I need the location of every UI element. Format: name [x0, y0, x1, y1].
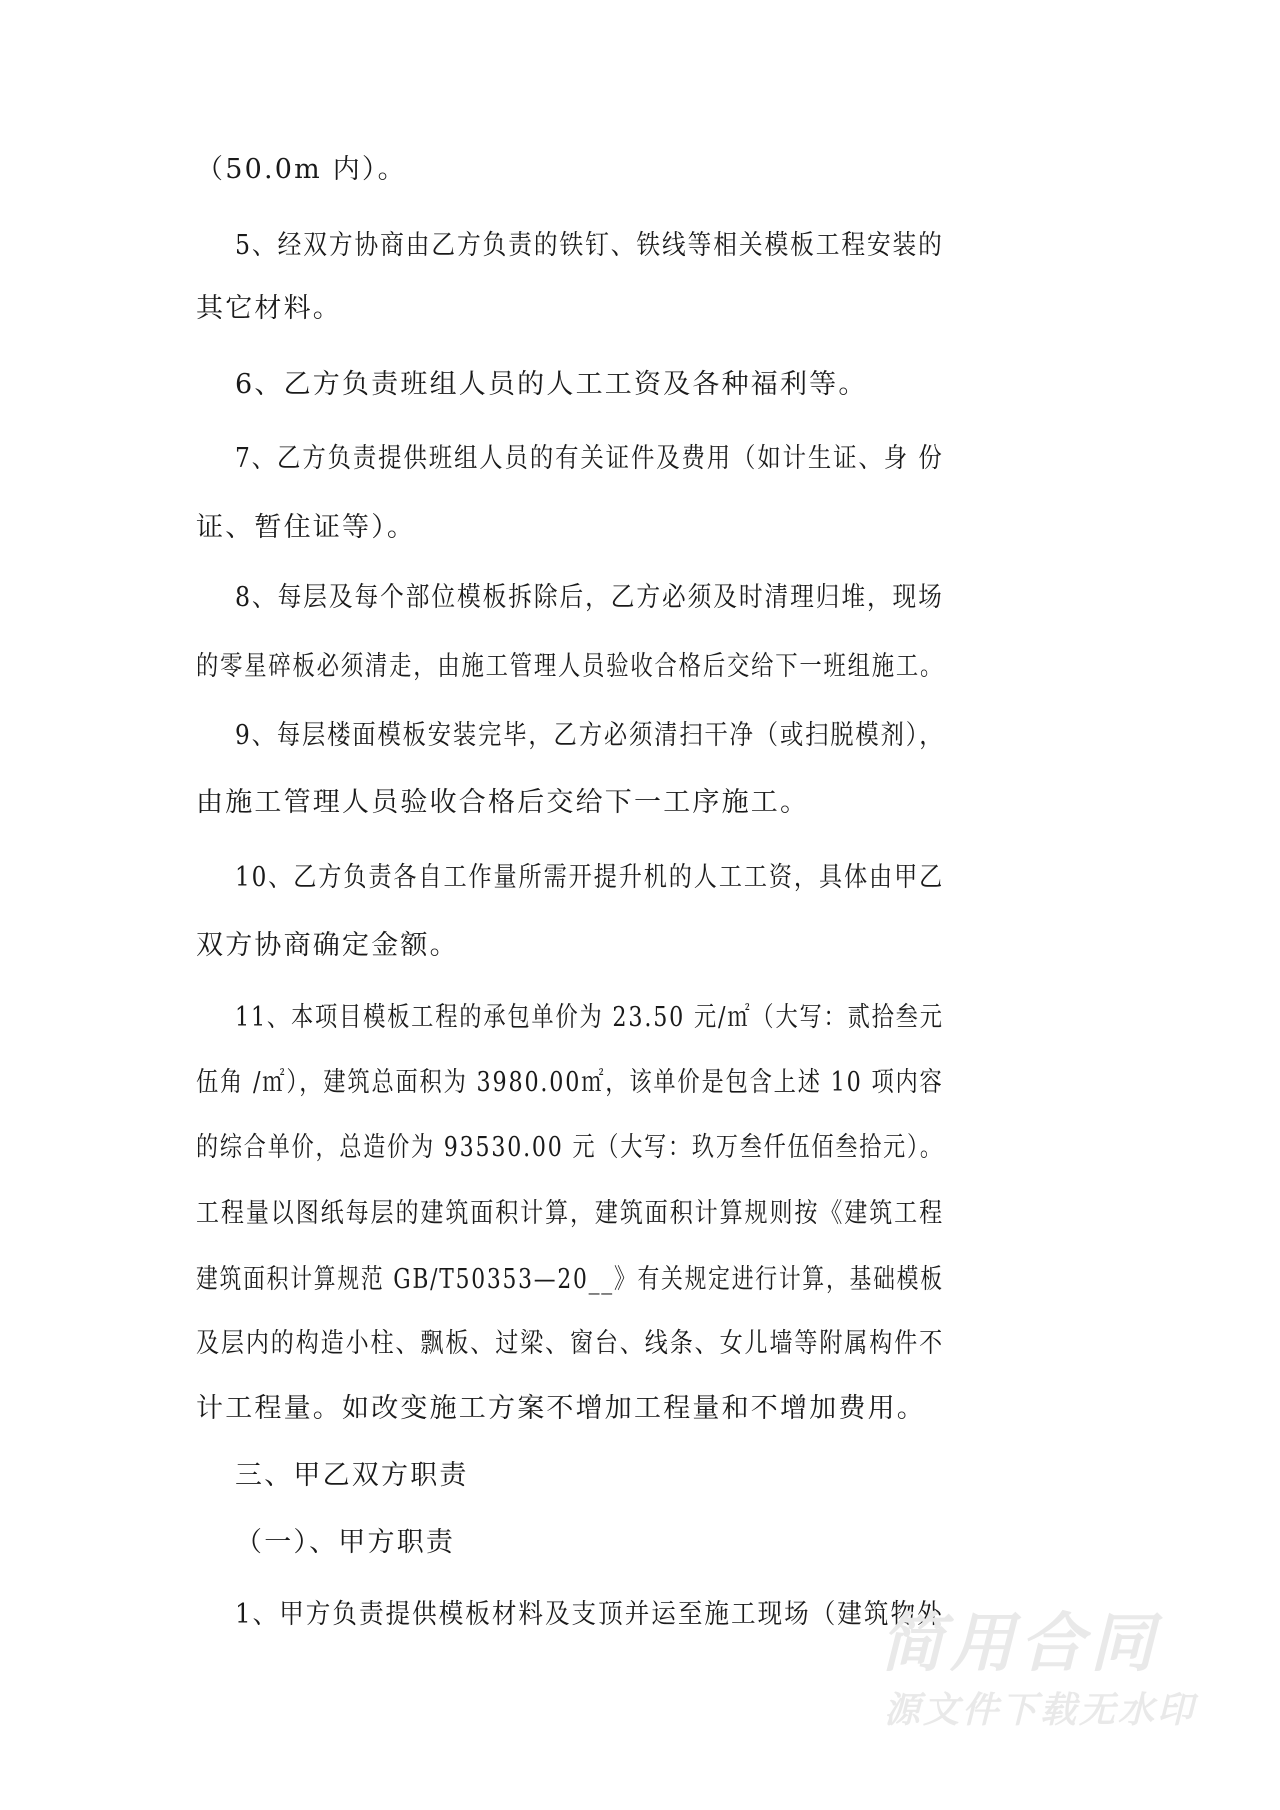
subsection-heading-party-a: （一）、甲方职责: [235, 1527, 456, 1558]
clause-11-line-4: 工程量以图纸每层的建筑面积计算，建筑面积计算规则按《建筑工程: [196, 1198, 944, 1229]
clause-11-line-1: 11、本项目模板工程的承包单价为 23.50 元/㎡（大写：贰拾叁元: [235, 1002, 944, 1033]
text-line-1: （50.0m 内）。: [196, 154, 407, 185]
watermark-subtitle: 源文件下载无水印: [884, 1690, 1197, 1731]
clause-11-line-7: 计工程量。如改变施工方案不增加工程量和不增加费用。: [196, 1393, 926, 1424]
clause-9-line-2: 由施工管理人员验收合格后交给下一工序施工。: [196, 787, 810, 818]
clause-10-line-1: 10、乙方负责各自工作量所需开提升机的人工工资，具体由甲乙: [235, 862, 945, 893]
clause-7-line-1: 7、乙方负责提供班组人员的有关证件及费用（如计生证、身 份: [235, 443, 944, 474]
clause-7-line-2: 证、暂住证等）。: [196, 512, 417, 543]
clause-11-line-3: 的综合单价，总造价为 93530.00 元（大写：玖万叁仟伍佰叁拾元）。: [196, 1132, 944, 1163]
clause-6: 6、乙方负责班组人员的人工工资及各种福利等。: [235, 369, 868, 400]
watermark-title: 简用合同: [880, 1607, 1160, 1681]
clause-11-line-5: 建筑面积计算规范 GB/T50353—20__》有关规定进行计算，基础模板: [196, 1264, 944, 1295]
clause-5-line-2: 其它材料。: [196, 293, 342, 324]
clause-5-line-1: 5、经双方协商由乙方负责的铁钉、铁线等相关模板工程安装的: [235, 230, 944, 261]
clause-9-line-1: 9、每层楼面模板安装完毕，乙方必须清扫干净（或扫脱模剂），: [235, 720, 945, 751]
clause-8-line-1: 8、每层及每个部位模板拆除后，乙方必须及时清理归堆，现场: [235, 582, 944, 613]
clause-11-line-2: 伍角 /㎡），建筑总面积为 3980.00㎡，该单价是包含上述 10 项内容: [196, 1067, 944, 1098]
clause-10-line-2: 双方协商确定金额。: [196, 930, 459, 961]
clause-11-line-6: 及层内的构造小柱、飘板、过梁、窗台、线条、女儿墙等附属构件不: [196, 1328, 944, 1359]
clause-8-line-2: 的零星碎板必须清走，由施工管理人员验收合格后交给下一班组施工。: [196, 651, 945, 682]
section-heading-3: 三、甲乙双方职责: [235, 1460, 469, 1491]
party-a-clause-1-line-1: 1、甲方负责提供模板材料及支顶并运至施工现场（建筑物外: [235, 1599, 944, 1630]
